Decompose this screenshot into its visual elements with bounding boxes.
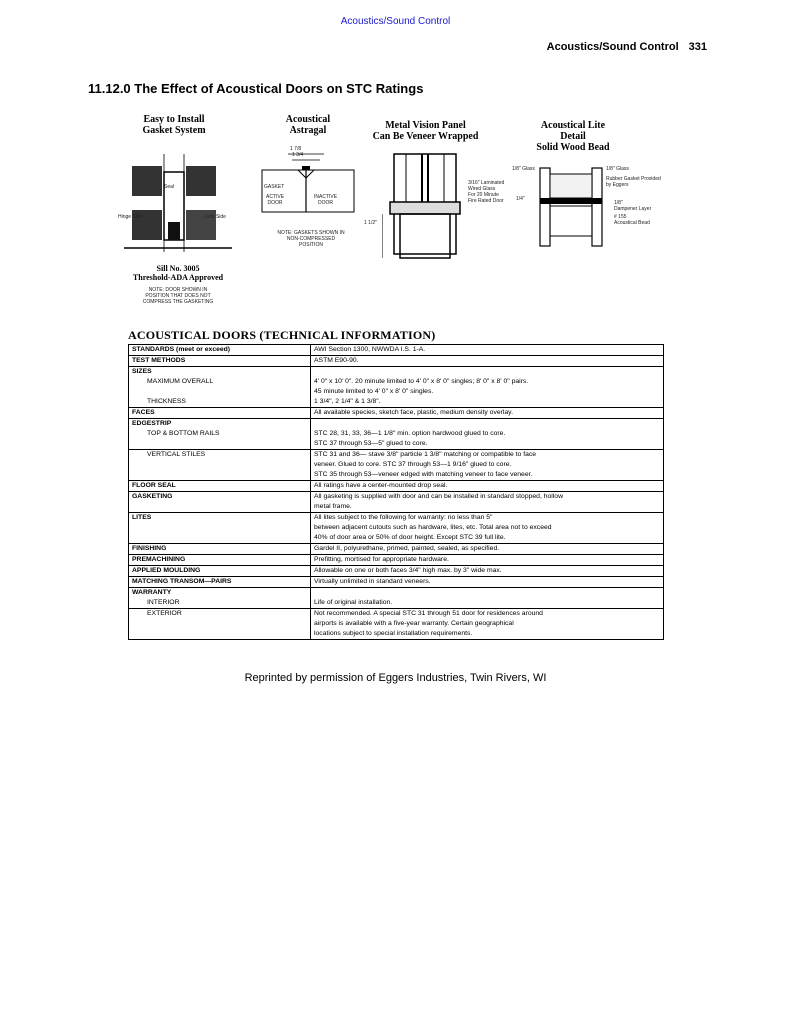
acoustical-lite-drawing	[536, 166, 606, 250]
row-value: All ratings have a center-mounted drop seal.	[311, 481, 664, 492]
panel-gasket-title: Easy to Install Gasket System	[142, 114, 206, 136]
table-row	[129, 492, 664, 513]
row-label: EDGESTRIP	[129, 419, 311, 430]
row-label: FLOOR SEAL	[129, 481, 311, 492]
row-value: AWI Section 1300, NWWDA I.S. 1-A.	[311, 345, 664, 356]
active-door-label: ACTIVE DOOR	[266, 194, 285, 206]
row-value: Virtually unlimited in standard veneers.	[311, 577, 664, 588]
rubber-gasket-label: Rubber Gasket Provided by Eggers	[606, 176, 661, 188]
row-value: STC 28, 31, 33, 36—1 1/8" min. option hardwood glued to core. STC 37 through 53—5" glued to core.	[311, 429, 664, 450]
row-value: Not recommended. A special STC 31 through 51 door for residences around airports is available with a five-year warranty. Certain geographical locations subject to special installation requirements.	[311, 609, 664, 640]
table-row	[129, 419, 664, 430]
row-label: VERTICAL STILES	[129, 450, 311, 481]
row-value	[311, 419, 664, 430]
table-row	[129, 544, 664, 555]
sill-caption: Sill No. 3005 Threshold-ADA Approved	[132, 264, 224, 282]
table-row	[129, 555, 664, 566]
table-row	[129, 598, 664, 609]
row-label: APPLIED MOULDING	[129, 566, 311, 577]
table-row	[129, 345, 664, 356]
credit-line: Reprinted by permission of Eggers Industries, Twin Rivers, WI	[244, 672, 547, 684]
panel-vision-title: Metal Vision Panel Can Be Veneer Wrapped	[372, 120, 479, 142]
lite-right-glass-label: 1/8" Glass	[606, 166, 629, 172]
table-row	[129, 356, 664, 367]
lite-dim-label: 1/4"	[516, 196, 525, 202]
table-row	[129, 513, 664, 544]
lite-left-glass-label: 1/8" Glass	[512, 166, 535, 172]
row-label: FACES	[129, 408, 311, 419]
row-label: INTERIOR	[129, 598, 311, 609]
astragal-note: NOTE: GASKETS SHOWN IN NON-COMPRESSED POSITION	[277, 230, 345, 248]
row-label: SIZES	[129, 367, 311, 378]
table-row	[129, 588, 664, 599]
row-label: STANDARDS (meet or exceed)	[129, 345, 311, 356]
row-label: WARRANTY	[129, 588, 311, 599]
panel-astragal-title: Acoustical Astragal	[285, 114, 331, 136]
vision-panel-drawing	[382, 152, 468, 266]
running-title: Acoustics/Sound Control	[546, 41, 679, 53]
table-row	[129, 367, 664, 378]
panel-lite-title: Acoustical Lite Detail Solid Wood Bead	[536, 120, 610, 153]
gasket-note: NOTE: DOOR SHOWN IN POSITION THAT DOES NOT COMPRESS THE GASKETING	[142, 287, 214, 305]
lock-side-label: Lock Side	[204, 214, 226, 220]
row-label: GASKETING	[129, 492, 311, 513]
row-value: 4' 0" x 10' 0". 20 minute limited to 4' 0" x 8' 0" singles; 8' 0" x 8' 0" pairs. 45 minute limited to 4' 0" x 8' 0" singles.	[311, 377, 664, 397]
table-row	[129, 397, 664, 408]
acoustical-bead-label: # 155 Acoustical Bead	[614, 214, 650, 226]
page-number: 331	[688, 41, 707, 53]
row-label: THICKNESS	[129, 397, 311, 408]
row-label: MAXIMUM OVERALL	[129, 377, 311, 397]
section-title: 11.12.0 The Effect of Acoustical Doors on STC Ratings	[88, 81, 424, 96]
running-header	[547, 41, 707, 53]
row-label: EXTERIOR	[129, 609, 311, 640]
hinge-side-label: Hinge Side	[118, 214, 143, 220]
row-label: PREMACHINING	[129, 555, 311, 566]
row-value	[311, 588, 664, 599]
technical-info-table	[128, 344, 664, 640]
row-value: All available species, sketch face, plastic, medium density overlay.	[311, 408, 664, 419]
row-value: Prefitting, mortised for appropriate hardware.	[311, 555, 664, 566]
vision-dim-label: 1 1/2"	[364, 220, 377, 226]
row-label: MATCHING TRANSOM—PAIRS	[129, 577, 311, 588]
table-row	[129, 429, 664, 450]
table-row	[129, 408, 664, 419]
row-value: All gasketing is supplied with door and can be installed in standard stopped, hollow metal frame.	[311, 492, 664, 513]
table-row	[129, 481, 664, 492]
astragal-dim-outer: 1 7/8	[290, 146, 302, 152]
row-value: ASTM E90-90.	[311, 356, 664, 367]
inactive-door-label: INACTIVE DOOR	[314, 194, 338, 206]
row-value: 1 3/4", 2 1/4" & 1 3/8".	[311, 397, 664, 408]
row-value: All lites subject to the following for warranty: no less than 5" between adjacent cutouts such as hardware, lites, etc. Total area not to exceed 40% of door area or 50% of door height. Except STC 39 full lite.	[311, 513, 664, 544]
astragal-gasket-label: GASKET	[264, 184, 285, 190]
row-value: Allowable on one or both faces 3/4" high max. by 3" wide max.	[311, 566, 664, 577]
row-label: TEST METHODS	[129, 356, 311, 367]
table-row	[129, 450, 664, 481]
dampener-layer-label: 1/8" Dampener Layer	[614, 200, 652, 212]
table-title: ACOUSTICAL DOORS (TECHNICAL INFORMATION)	[128, 328, 436, 342]
door-detail-figure	[118, 112, 678, 324]
header-link[interactable]: Acoustics/Sound Control	[340, 16, 451, 27]
table-row	[129, 577, 664, 588]
row-label: TOP & BOTTOM RAILS	[129, 429, 311, 450]
astragal-dim-inner: 1 3/4	[292, 152, 304, 158]
row-value: STC 31 and 36— stave 3/8" particle 1 3/8" matching or compatible to face veneer. Glued to core. STC 37 through 53—1 9/16" glued to core. STC 35 through 53—veneer edged with matching veneer to face veneer.	[311, 450, 664, 481]
table-row	[129, 566, 664, 577]
table-row	[129, 609, 664, 640]
table-row	[129, 377, 664, 397]
row-label: LITES	[129, 513, 311, 544]
row-value: Gardel II, polyurethane, primed, painted, sealed, as specified.	[311, 544, 664, 555]
row-value	[311, 367, 664, 378]
row-label: FINISHING	[129, 544, 311, 555]
row-value: Life of original installation.	[311, 598, 664, 609]
seal-label: Seal	[164, 184, 175, 190]
gasket-system-drawing	[124, 152, 234, 264]
vision-glass-label: 3/16" Laminated Wired Glass For 20 Minute Fire Rated Door	[468, 180, 505, 204]
